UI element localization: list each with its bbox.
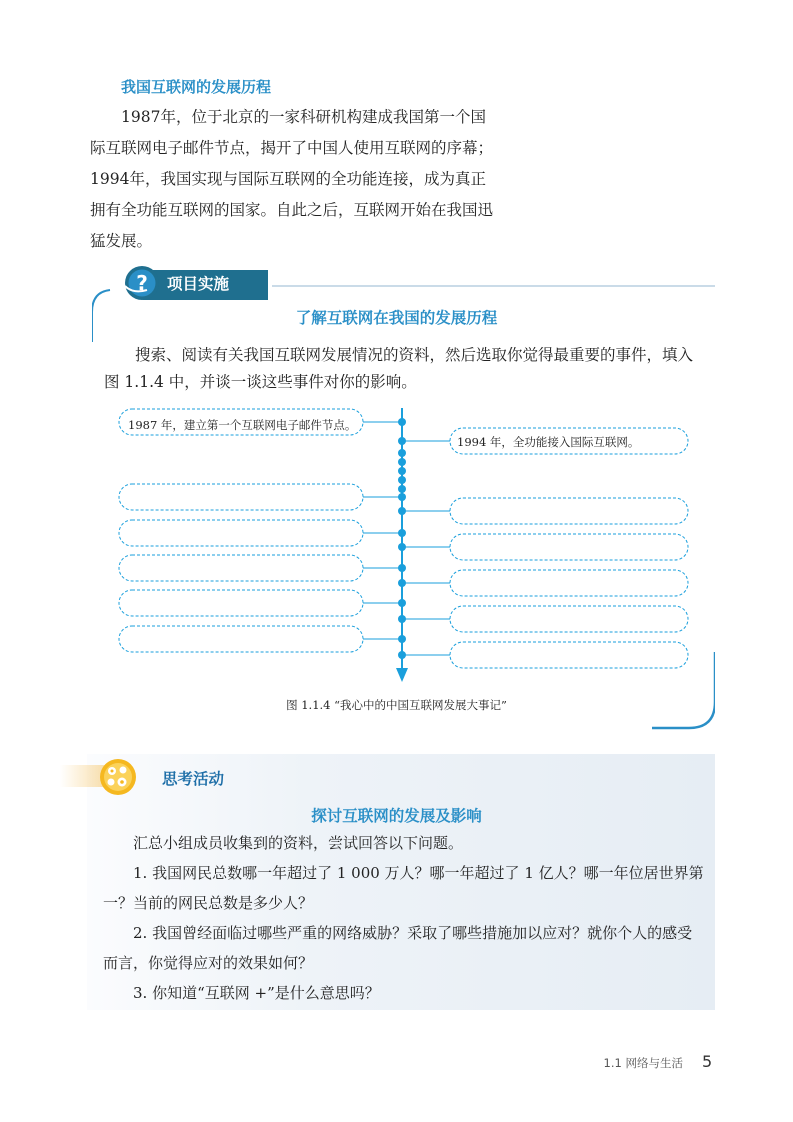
project-description-text: 搜索、阅读有关我国互联网发展情况的资料，然后选取你觉得最重要的事件，填入图 1.1.4 中，并谈一谈这些事件对你的影响。 — [104, 346, 694, 391]
event-box-left-3 — [119, 520, 363, 546]
project-badge-label: 项目实施 — [167, 275, 230, 293]
thinking-question-2: 2. 我国曾经面临过哪些严重的网络威胁？采取了哪些措施加以应对？就你个人的感受而言，你觉得应对的效果如何？ — [103, 924, 693, 972]
event-box-left-4 — [119, 555, 363, 581]
event-box-right-3 — [450, 534, 688, 560]
thinking-question-3: 3. 你知道“互联网 +”是什么意思吗？ — [133, 984, 380, 1002]
event-box-left-6 — [119, 626, 363, 652]
timeline-diagram — [0, 395, 793, 695]
page-number: 5 — [702, 1052, 713, 1071]
sidebar-paragraph: 1987年，位于北京的一家科研机构建成我国第一个国际互联网电子邮件节点，揭开了中国人使用互联网的序幕；1994年，我国实现与国际互联网的全功能连接，成为真正拥有全功能互联网的国家。自此之后，互联网开始在我国迅猛发展。 — [90, 108, 494, 250]
thinking-question-1: 1. 我国网民总数哪一年超过了 1 000 万人？哪一年超过了 1 亿人？哪一年位居世界第一？当前的网民总数是多少人？ — [103, 864, 704, 912]
event-box-right-2 — [450, 498, 688, 524]
event-box-left-5 — [119, 590, 363, 616]
event-box-right-4 — [450, 570, 688, 596]
thinking-body — [103, 828, 705, 1008]
event-right-1994: 1994 年，全功能接入国际互联网。 — [457, 435, 640, 449]
project-heading: 了解互联网在我国的发展历程 — [295, 309, 498, 327]
thinking-heading: 探讨互联网的发展及影响 — [311, 807, 482, 825]
thinking-title: 思考活动 — [162, 770, 225, 788]
event-box-right-5 — [450, 606, 688, 632]
puzzle-icon — [98, 757, 138, 797]
event-left-1987: 1987 年，建立第一个互联网电子邮件节点。 — [128, 418, 357, 432]
timeline-arrow — [396, 668, 408, 682]
thinking-intro: 汇总小组成员收集到的资料，尝试回答以下问题。 — [133, 834, 464, 852]
event-box-right-6 — [450, 642, 688, 668]
lightbulb-icon — [123, 264, 163, 302]
sidebar-body — [90, 102, 500, 257]
footer-section: 1.1 网络与生活 — [603, 1056, 683, 1070]
project-description — [104, 342, 704, 396]
svg-text:?: ? — [136, 271, 148, 295]
timeline-connectors — [363, 422, 450, 655]
sidebar-title: 我国互联网的发展历程 — [121, 78, 272, 96]
figure-caption: 图 1.1.4 “我心中的中国互联网发展大事记” — [286, 698, 507, 712]
event-box-left-2 — [119, 484, 363, 510]
